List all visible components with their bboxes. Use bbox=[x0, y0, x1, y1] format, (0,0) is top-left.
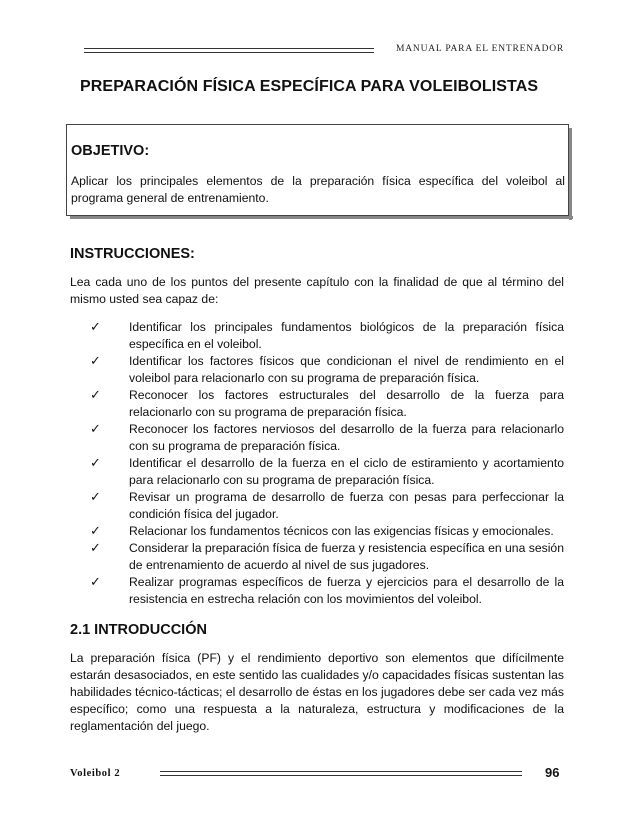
instructions-heading: INSTRUCCIONES: bbox=[70, 246, 195, 262]
objective-heading: OBJETIVO: bbox=[71, 143, 150, 159]
page-title: PREPARACIÓN FÍSICA ESPECÍFICA PARA VOLEIBOLISTAS bbox=[80, 78, 539, 95]
list-item-text: Reconocer los factores estructurales del desarrollo de la fuerza para relacionarlo con su programa de preparación física. bbox=[129, 388, 564, 419]
list-item bbox=[88, 523, 564, 540]
box-shadow-right bbox=[569, 128, 572, 220]
list-item-text: Relacionar los fundamentos técnicos con las exigencias físicas y emocionales. bbox=[129, 524, 554, 538]
introduction-text: La preparación física (PF) y el rendimiento deportivo son elementos que difícilmente estarán desasociados, en este sentido las cualidades y/o capacidades físicas sustentan las habilidades técnico-tácticas; el desarrollo de éstas en los jugadores debe ser cada vez más específico; como una respuesta a la naturaleza, estructura y modificaciones de la reglamentación del juego. bbox=[70, 651, 564, 733]
list-item bbox=[88, 319, 564, 353]
list-item bbox=[88, 353, 564, 387]
list-item-text: Revisar un programa de desarrollo de fuerza con pesas para perfeccionar la condición física del jugador. bbox=[129, 490, 564, 521]
check-mark-icon: ✓ bbox=[90, 354, 101, 369]
list-item bbox=[88, 489, 564, 523]
check-mark-icon: ✓ bbox=[90, 320, 101, 335]
footer-rule bbox=[160, 771, 522, 776]
list-item-text: Reconocer los factores nerviosos del desarrollo de la fuerza para relacionarlo con su programa de preparación física. bbox=[129, 422, 564, 453]
list-item-text: Identificar el desarrollo de la fuerza en el ciclo de estiramiento y acortamiento para relacionarlo con su programa de preparación física. bbox=[129, 456, 564, 487]
list-item bbox=[88, 421, 564, 455]
check-mark-icon: ✓ bbox=[90, 422, 101, 437]
check-mark-icon: ✓ bbox=[90, 575, 101, 590]
footer-label: Voleibol 2 bbox=[70, 768, 121, 779]
list-item-text: Realizar programas específicos de fuerza y ejercicios para el desarrollo de la resistencia en estrecha relación con los movimientos del voleibol. bbox=[129, 575, 564, 606]
check-mark-icon: ✓ bbox=[90, 456, 101, 471]
objectives-list bbox=[88, 319, 564, 608]
list-item bbox=[88, 455, 564, 489]
instructions-intro: Lea cada uno de los puntos del presente capítulo con la finalidad de que al término del mismo usted sea capaz de: bbox=[70, 275, 564, 306]
running-header: MANUAL PARA EL ENTRENADOR bbox=[396, 44, 565, 54]
list-item bbox=[88, 387, 564, 421]
objective-text: Aplicar los principales elementos de la preparación física específica del voleibol al programa general de entrenamiento. bbox=[71, 174, 565, 205]
check-mark-icon: ✓ bbox=[90, 524, 101, 539]
page-number: 96 bbox=[545, 765, 560, 780]
introduction-heading: 2.1 INTRODUCCIÓN bbox=[70, 622, 207, 638]
box-shadow-bottom bbox=[70, 216, 573, 219]
list-item-text: Identificar los factores físicos que condicionan el nivel de rendimiento en el voleibol para relacionarlo con su programa de preparación física. bbox=[129, 354, 564, 385]
check-mark-icon: ✓ bbox=[90, 490, 101, 505]
list-item bbox=[88, 574, 564, 608]
check-mark-icon: ✓ bbox=[90, 541, 101, 556]
objective-box bbox=[66, 124, 569, 216]
list-item-text: Identificar los principales fundamentos biológicos de la preparación física específica en el voleibol. bbox=[129, 320, 564, 351]
list-item bbox=[88, 540, 564, 574]
list-item-text: Considerar la preparación física de fuerza y resistencia específica en una sesión de entrenamiento de acuerdo al nivel de sus jugadores. bbox=[129, 541, 564, 572]
header-rule bbox=[84, 48, 374, 53]
check-mark-icon: ✓ bbox=[90, 388, 101, 403]
